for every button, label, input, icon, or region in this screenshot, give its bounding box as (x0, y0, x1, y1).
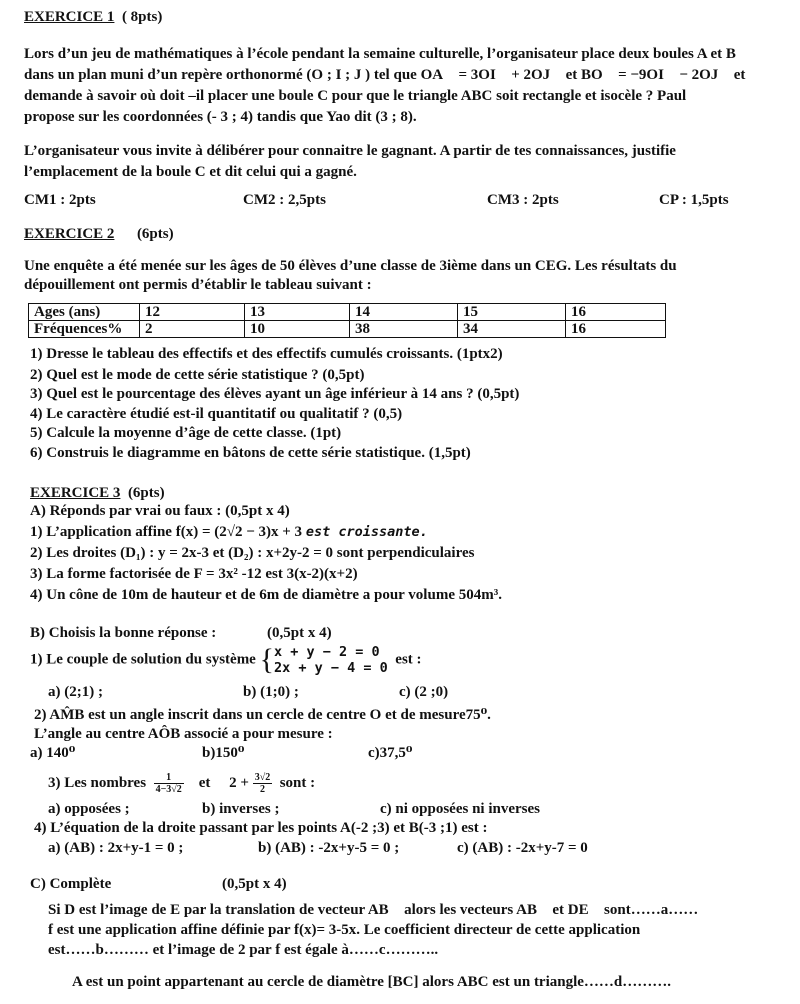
fraction-2 (253, 772, 273, 795)
table-row (29, 304, 666, 321)
b3-option-c: c) ni opposées ni inverses (380, 801, 541, 817)
ex3-c-line: est……b……… et l’image de 2 par f est égale à……c……….. (48, 942, 439, 958)
section-b-title: B) Choisis la bonne réponse : (30, 625, 217, 641)
b4-option-b: b) (AB) : -2x+y-5 = 0 ; (258, 840, 400, 856)
table-row (29, 321, 666, 338)
ex3-c-line: f est une application affine définie par f(x)= 3-5x. Le coefficient directeur de cette application (48, 922, 641, 938)
fraction-1-denominator: 4−3√2 (155, 784, 182, 795)
fraction-2-numerator: 3√2 (254, 772, 271, 783)
ex1-text-line: L’organisateur vous invite à délibérer pour connaitre le gagnant. A partir de tes connaissances, justifie (24, 143, 676, 159)
equation-1: x + y − 2 = 0 (274, 644, 380, 660)
exercise-3-points: (6pts) (127, 485, 165, 501)
a1-text: 1) L’application affine f(x) = (2√2 − 3)x + 3 (30, 524, 306, 540)
equation-2: 2x + y − 4 = 0 (274, 660, 388, 676)
ex3-b-item-2-line2: L’angle au centre AÔB associé a pour mesure : (34, 726, 333, 742)
b1-text: 1) Le couple de solution du système (30, 651, 256, 668)
ex3-b-item-2: 2) AM̂B est un angle inscrit dans un cercle de centre O et de mesure75⁰. (34, 707, 491, 723)
ex2-question: 5) Calcule la moyenne d’âge de cette classe. (1pt) (30, 425, 342, 441)
section-a-title: A) Réponds par vrai ou faux : (0,5pt x 4) (30, 503, 290, 519)
ex2-question: 1) Dresse le tableau des effectifs et des effectifs cumulés croissants. (1ptx2) (30, 346, 503, 362)
fraction-1-numerator: 1 (154, 772, 184, 784)
b1-option-b: b) (1;0) ; (243, 684, 299, 700)
ex1-text-line: l’emplacement de la boule C et dit celui qui a gagné. (24, 164, 357, 180)
ex1-text-line: Lors d’un jeu de mathématiques à l’école pendant la semaine culturelle, l’organisateur place deux boules A et B (24, 46, 736, 62)
ex3-a-item-3: 3) La forme factorisée de F = 3x² -12 est 3(x-2)(x+2) (30, 566, 358, 582)
equation-system (274, 644, 388, 676)
b3-two-plus: 2 + (229, 774, 249, 791)
table-cell: 34 (458, 321, 566, 338)
criterion-cm2: CM2 : 2,5pts (243, 192, 326, 208)
ex2-question: 3) Quel est le pourcentage des élèves ayant un âge inférieur à 14 ans ? (0,5pt) (30, 386, 520, 402)
b2-option-c: c)37,5⁰ (368, 745, 413, 761)
b3-text: 3) Les nombres (48, 774, 147, 791)
ex1-text-line: demande à savoir où doit –il placer une boule C pour que le triangle ABC soit rectangle et isocèle ? Paul (24, 88, 687, 104)
ex3-c-line: A est un point appartenant au cercle de diamètre [BC] alors ABC est un triangle……d………. (72, 974, 672, 990)
ex1-text-line: propose sur les coordonnées (- 3 ; 4) tandis que Yao dit (3 ; 8). (24, 109, 417, 125)
b2-option-a: a) 140⁰ (30, 745, 76, 761)
table-cell: 16 (566, 321, 666, 338)
table-cell: 38 (350, 321, 458, 338)
table-cell: 2 (140, 321, 245, 338)
ex2-intro-line: Une enquête a été menée sur les âges de 50 élèves d’une classe de 3ième dans un CEG. Les résultats du (24, 258, 677, 274)
b3-option-b: b) inverses ; (202, 801, 280, 817)
ex3-a-item-4: 4) Un cône de 10m de hauteur et de 6m de diamètre a pour volume 504m³. (30, 587, 502, 603)
exercise-1-title: EXERCICE 1 (24, 9, 115, 25)
exercise-1-points: ( 8pts) (121, 9, 163, 25)
b3-and: et (198, 774, 211, 791)
exercise-2-title: EXERCICE 2 (24, 226, 115, 242)
ex3-c-line: Si D est l’image de E par la translation de vecteur AB⃗ alors les vecteurs AB⃗ et DE⃗ sont……a…… (48, 902, 699, 918)
ex2-question: 6) Construis le diagramme en bâtons de cette série statistique. (1,5pt) (30, 445, 471, 461)
section-c-points: (0,5pt x 4) (222, 876, 287, 892)
fraction-2-denominator: 2 (259, 784, 265, 795)
table-cell: Fréquences% (29, 321, 140, 338)
frequency-table (28, 303, 666, 338)
criterion-cm3: CM3 : 2pts (487, 192, 559, 208)
table-cell: 10 (245, 321, 350, 338)
table-cell: Ages (ans) (29, 304, 140, 321)
ex2-question: 4) Le caractère étudié est-il quantitatif ou qualitatif ? (0,5) (30, 406, 403, 422)
b1-option-c: c) (2 ;0) (399, 684, 449, 700)
exercise-2-points: (6pts) (136, 226, 174, 242)
b3-suffix: sont : (279, 774, 316, 791)
criterion-cm1: CM1 : 2pts (24, 192, 96, 208)
table-cell: 14 (350, 304, 458, 321)
ex1-text-line: dans un plan muni d’un repère orthonormé (O ; I ; J ) tel que OA⃗ = 3OI⃗ + 2OJ⃗ et BO⃗ = −9OI⃗ − 2OJ⃗ et (24, 67, 746, 83)
b1-suffix: est : (395, 651, 422, 668)
ex3-a-item-1 (30, 524, 428, 541)
ex3-a-item-2: 2) Les droites (D₁) : y = 2x-3 et (D₂) : x+2y-2 = 0 sont perpendiculaires (30, 545, 475, 561)
ex3-b-item-3 (48, 772, 315, 795)
exercise-2-heading (24, 226, 174, 243)
ex2-intro-line: dépouillement ont permis d’établir le tableau suivant : (24, 277, 372, 293)
table-cell: 15 (458, 304, 566, 321)
table-cell: 13 (245, 304, 350, 321)
b1-option-a: a) (2;1) ; (48, 684, 103, 700)
ex3-b-item-4: 4) L’équation de la droite passant par les points A(-2 ;3) et B(-3 ;1) est : (34, 820, 488, 836)
table-cell: 12 (140, 304, 245, 321)
b4-option-c: c) (AB) : -2x+y-7 = 0 (457, 840, 588, 856)
exercise-3-title: EXERCICE 3 (30, 485, 121, 501)
a1-italic-text: est croissante. (305, 524, 428, 540)
b4-option-a: a) (AB) : 2x+y-1 = 0 ; (48, 840, 184, 856)
system-brace: { (259, 643, 274, 676)
exercise-3-heading (30, 485, 165, 502)
table-cell: 16 (566, 304, 666, 321)
fraction-1 (154, 772, 184, 795)
section-b-points: (0,5pt x 4) (267, 625, 332, 641)
criterion-cp: CP : 1,5pts (659, 192, 729, 208)
ex3-b-item-1 (30, 644, 422, 676)
ex2-question: 2) Quel est le mode de cette série statistique ? (0,5pt) (30, 367, 365, 383)
exercise-1-heading (24, 9, 162, 26)
b3-option-a: a) opposées ; (48, 801, 130, 817)
b2-option-b: b)150⁰ (202, 745, 245, 761)
section-c-title: C) Complète (30, 876, 112, 892)
